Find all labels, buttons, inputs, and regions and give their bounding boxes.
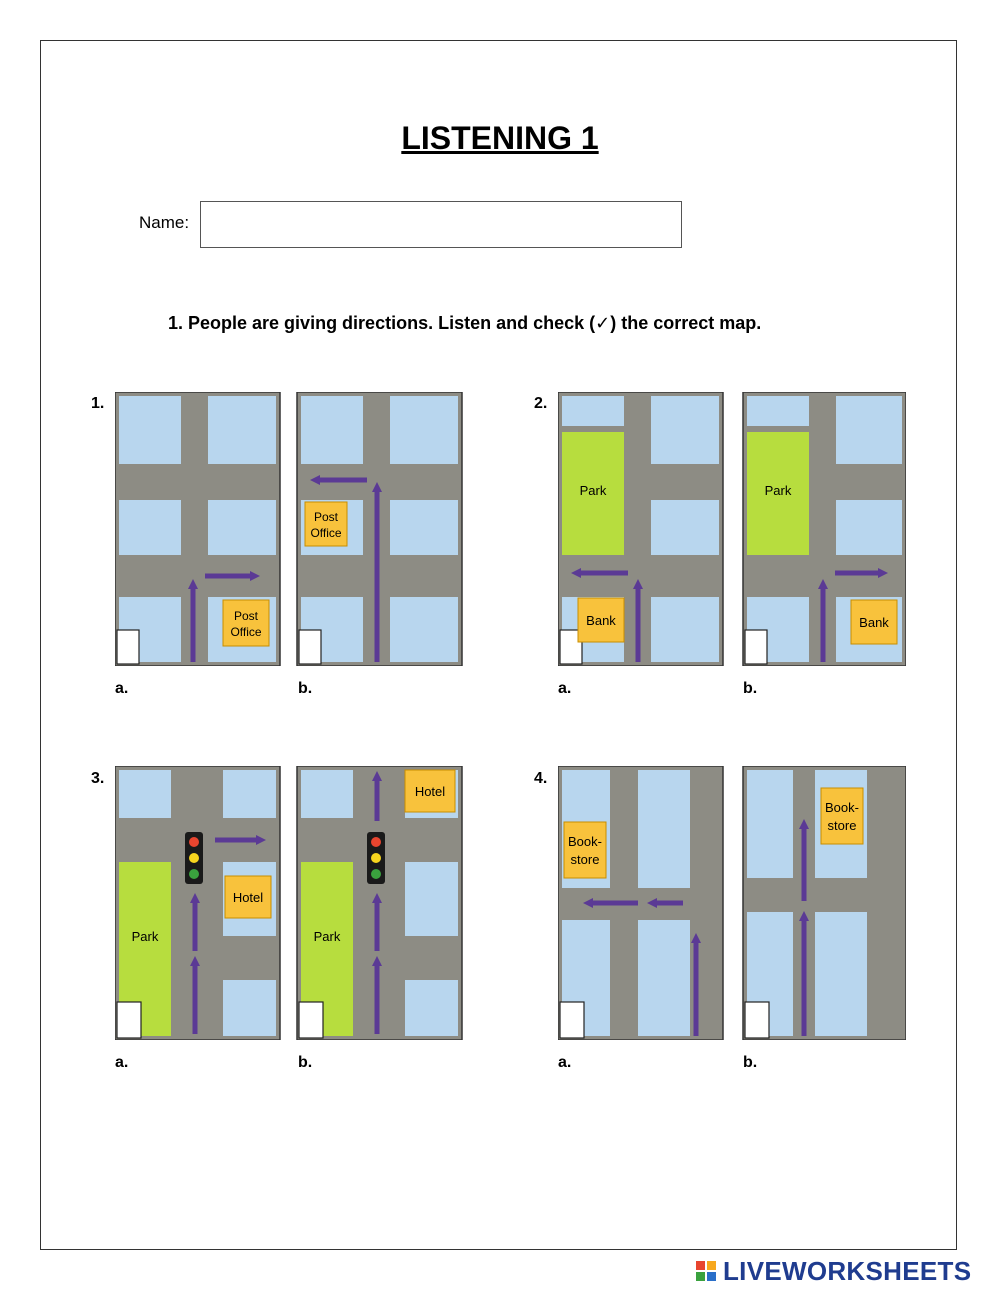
map-label: Office bbox=[310, 526, 342, 540]
city-block bbox=[638, 770, 690, 888]
start-square bbox=[560, 1002, 584, 1038]
city-block bbox=[836, 500, 902, 555]
city-block bbox=[208, 396, 276, 464]
city-block bbox=[815, 912, 867, 1036]
question-4-map-b[interactable] bbox=[743, 766, 906, 1040]
city-block bbox=[223, 770, 276, 818]
city-block bbox=[119, 500, 181, 555]
map-label: Post bbox=[233, 609, 259, 623]
map-label: Office bbox=[230, 625, 262, 639]
city-block bbox=[651, 500, 719, 555]
start-square bbox=[299, 1002, 323, 1038]
city-block bbox=[747, 770, 793, 878]
name-label: Name: bbox=[139, 213, 190, 232]
question-2-maps bbox=[558, 392, 906, 666]
bookstore-sign bbox=[564, 822, 606, 878]
map-label: Bank bbox=[586, 613, 616, 628]
question-4-number: 4. bbox=[534, 770, 548, 787]
question-1-map-b[interactable] bbox=[297, 392, 462, 666]
question-2-map-a[interactable] bbox=[558, 392, 723, 666]
question-4-option-b: b. bbox=[743, 1054, 758, 1071]
name-field[interactable] bbox=[200, 201, 682, 248]
map-label: Post bbox=[313, 510, 339, 524]
question-3-number: 3. bbox=[91, 770, 105, 787]
city-block bbox=[301, 770, 353, 818]
question-1-maps bbox=[115, 392, 463, 666]
city-block bbox=[390, 396, 458, 464]
map-label: Park bbox=[579, 483, 607, 498]
question-1-option-a: a. bbox=[115, 680, 129, 697]
page-title: LISTENING 1 bbox=[401, 120, 599, 156]
liveworksheets-logo-icon bbox=[695, 1260, 719, 1282]
map-label: Hotel bbox=[232, 890, 264, 905]
city-block bbox=[301, 396, 363, 464]
city-block bbox=[390, 500, 458, 555]
traffic-light-green bbox=[371, 869, 381, 879]
city-block bbox=[119, 396, 181, 464]
map-label: Park bbox=[313, 929, 341, 944]
traffic-light-yellow bbox=[371, 853, 381, 863]
start-square bbox=[299, 630, 321, 664]
start-square bbox=[745, 1002, 769, 1038]
start-square bbox=[117, 630, 139, 664]
city-block bbox=[405, 862, 458, 936]
map-label: Bank bbox=[859, 615, 889, 630]
traffic-light-green bbox=[189, 869, 199, 879]
question-4-maps bbox=[558, 766, 906, 1040]
map-label: store bbox=[570, 852, 600, 867]
bookstore-sign bbox=[821, 788, 863, 844]
question-3-map-a[interactable] bbox=[115, 766, 280, 1040]
map-label: Book- bbox=[825, 800, 859, 815]
brand-name: LIVEWORKSHEETS bbox=[723, 1255, 972, 1286]
city-block bbox=[208, 500, 276, 555]
map-label: Park bbox=[131, 929, 159, 944]
question-3-option-b: b. bbox=[298, 1054, 313, 1071]
city-block bbox=[651, 396, 719, 464]
question-3-maps bbox=[115, 766, 463, 1040]
question-2-option-b: b. bbox=[743, 680, 758, 697]
traffic-light-red bbox=[189, 837, 199, 847]
map-label: Book- bbox=[568, 834, 602, 849]
question-3-map-b[interactable] bbox=[297, 766, 462, 1040]
question-4-option-a: a. bbox=[558, 1054, 572, 1071]
city-block bbox=[836, 396, 902, 464]
city-block bbox=[562, 396, 624, 426]
city-block bbox=[223, 980, 276, 1036]
city-block bbox=[747, 396, 809, 426]
question-2-map-b[interactable] bbox=[743, 392, 906, 666]
question-2-number: 2. bbox=[534, 395, 548, 412]
question-2-option-a: a. bbox=[558, 680, 572, 697]
instruction-text: 1. People are giving directions. Listen and check (✓) the correct map. bbox=[168, 313, 762, 333]
map-label: Hotel bbox=[414, 784, 446, 799]
traffic-light-yellow bbox=[189, 853, 199, 863]
question-1-option-b: b. bbox=[298, 680, 313, 697]
question-4-map-a[interactable] bbox=[558, 766, 723, 1040]
city-block bbox=[119, 770, 171, 818]
liveworksheets-logo bbox=[695, 1256, 971, 1286]
post-office-sign bbox=[223, 600, 269, 646]
question-1-number: 1. bbox=[91, 395, 105, 412]
start-square bbox=[745, 630, 767, 664]
question-3-option-a: a. bbox=[115, 1054, 129, 1071]
start-square bbox=[117, 1002, 141, 1038]
city-block bbox=[405, 980, 458, 1036]
city-block bbox=[390, 597, 458, 662]
traffic-light-red bbox=[371, 837, 381, 847]
city-block bbox=[638, 920, 690, 1036]
map-label: store bbox=[827, 818, 857, 833]
city-block bbox=[651, 597, 719, 662]
question-1-map-a[interactable] bbox=[115, 392, 280, 666]
map-label: Park bbox=[764, 483, 792, 498]
